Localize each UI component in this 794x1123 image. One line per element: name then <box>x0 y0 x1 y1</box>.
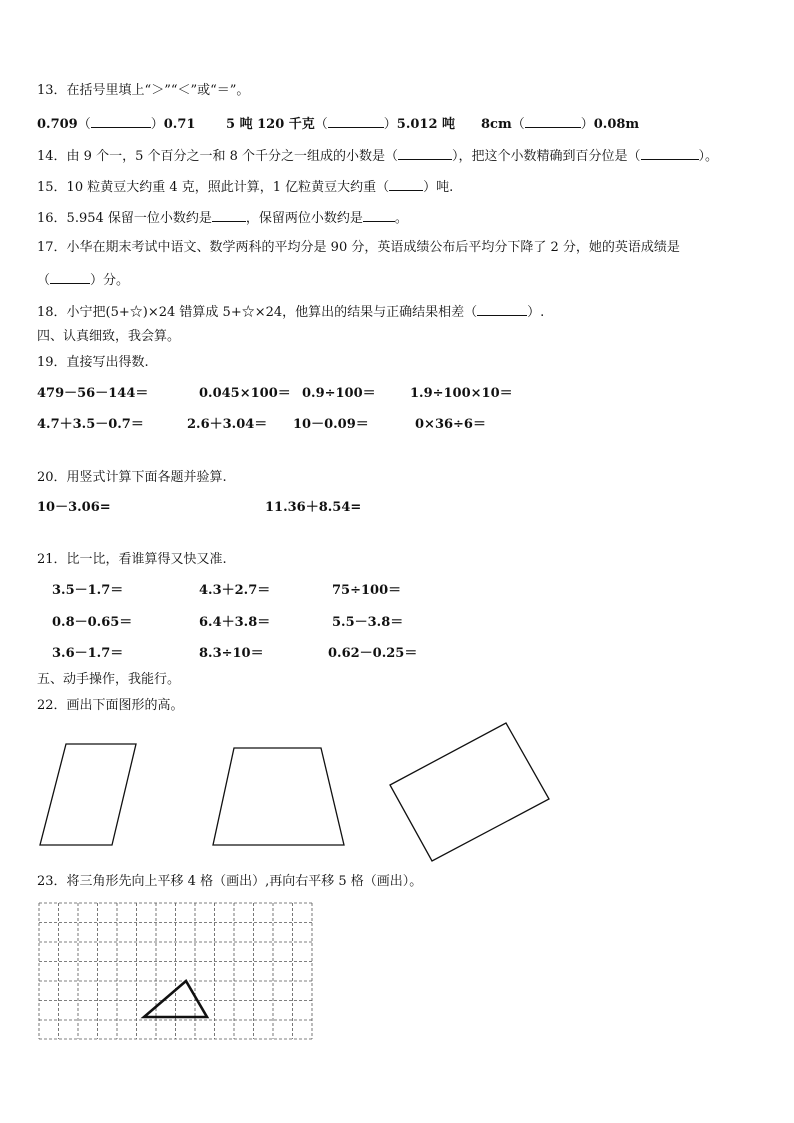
trapezoid-shape[interactable] <box>213 748 344 845</box>
q19-title: 19．直接写出得数. <box>37 355 149 370</box>
q21-expr: 75÷100＝ <box>332 583 402 598</box>
q15-answer-blank[interactable] <box>389 178 423 191</box>
q18-text-2: ）. <box>527 305 545 320</box>
q13-item-1-left: 0.709 <box>37 117 78 132</box>
rotated-rectangle-shape[interactable] <box>390 723 549 861</box>
q21-expr: 3.5－1.7＝ <box>52 583 124 598</box>
q14-answer-blank-1[interactable] <box>398 147 452 160</box>
parallelogram-shape[interactable] <box>40 744 136 845</box>
q13-item-1-right: 0.71 <box>163 117 196 132</box>
q17-line-1: 17．小华在期末考试中语文、数学两科的平均分是 90 分，英语成绩公布后平均分下降了 2 分，她的英语成绩是 <box>37 240 680 255</box>
q14-text-3: ）。 <box>698 149 719 164</box>
q13-answer-blank-1[interactable] <box>91 115 151 128</box>
q16-text-2: ，保留两位小数约是 <box>245 211 363 226</box>
q13-item-2-right: 5.012 吨 <box>396 117 456 132</box>
q13-answer-blank-2[interactable] <box>328 115 384 128</box>
q13-item-2-left: 5 吨 120 千克 <box>226 117 315 132</box>
q17-answer-blank[interactable] <box>50 271 90 284</box>
q15-text-2: ）吨. <box>423 180 454 195</box>
q13-item-3-right: 0.08m <box>593 117 640 132</box>
q21-expr: 6.4＋3.8＝ <box>199 615 271 630</box>
q21-expr: 4.3＋2.7＝ <box>199 583 271 598</box>
q19-expr: 1.9÷100×10＝ <box>410 386 513 401</box>
q14-text-1: 14．由 9 个一，5 个百分之一和 8 个千分之一组成的小数是（ <box>37 149 399 164</box>
q17-line-2 <box>37 271 129 289</box>
q15 <box>37 178 453 196</box>
q21-expr: 8.3÷10＝ <box>199 646 264 661</box>
q16-text-3: 。 <box>394 211 408 226</box>
q20-title: 20．用竖式计算下面各题并验算. <box>37 470 227 485</box>
q22-title: 22．画出下面图形的高。 <box>37 698 184 713</box>
q13-item-1: 0.709（ ）0.71 <box>37 117 196 132</box>
q21-expr: 3.6－1.7＝ <box>52 646 124 661</box>
q16-text-1: 16．5.954 保留一位小数约是 <box>37 211 212 226</box>
q16-answer-blank-1[interactable] <box>212 209 246 222</box>
q14 <box>37 147 718 165</box>
q17-open-paren: （ <box>37 273 51 288</box>
q21-expr: 0.8－0.65＝ <box>52 615 133 630</box>
q18 <box>37 303 544 321</box>
q17-close-text: ）分。 <box>90 273 130 288</box>
q13-item-2: 5 吨 120 千克（ ）5.012 吨 <box>226 117 456 132</box>
q14-answer-blank-2[interactable] <box>641 147 699 160</box>
q19-expr: 10－0.09＝ <box>293 417 369 432</box>
q13-title: 13．在括号里填上“＞”“＜”或“＝”。 <box>37 83 250 98</box>
q13-item-3: 8cm（ ）0.08m <box>481 117 640 132</box>
q13-answer-blank-3[interactable] <box>525 115 581 128</box>
q18-text-1: 18．小宁把(5+☆)×24 错算成 5+☆×24，他算出的结果与正确结果相差（ <box>37 305 478 320</box>
q16-answer-blank-2[interactable] <box>363 209 395 222</box>
section-5-heading: 五、动手操作，我能行。 <box>37 672 181 687</box>
q19-expr: 2.6＋3.04＝ <box>187 417 268 432</box>
q15-text-1: 15．10 粒黄豆大约重 4 克，照此计算，1 亿粒黄豆大约重（ <box>37 180 390 195</box>
q13-item-3-left: 8cm <box>481 117 512 132</box>
q14-text-2: ），把这个小数精确到百分位是（ <box>452 149 641 164</box>
q19-expr: 0.045×100＝ <box>199 386 291 401</box>
q19-expr: 479－56－144＝ <box>37 386 149 401</box>
dashed-grid[interactable] <box>39 903 312 1039</box>
q18-answer-blank[interactable] <box>477 303 527 316</box>
section-4-heading: 四、认真细致，我会算。 <box>37 329 181 344</box>
q16 <box>37 209 408 227</box>
q20-expr: 11.36＋8.54= <box>265 500 362 515</box>
q19-expr: 0.9÷100＝ <box>302 386 376 401</box>
q19-expr: 0×36÷6＝ <box>415 417 486 432</box>
q22-shapes <box>0 715 794 875</box>
q21-expr: 5.5－3.8＝ <box>332 615 404 630</box>
q19-expr: 4.7＋3.5－0.7＝ <box>37 417 144 432</box>
q21-expr: 0.62－0.25＝ <box>328 646 418 661</box>
q20-expr: 10－3.06= <box>37 500 111 515</box>
q21-title: 21．比一比，看谁算得又快又准. <box>37 552 227 567</box>
q23-title: 23．将三角形先向上平移 4 格（画出）,再向右平移 5 格（画出）。 <box>37 874 423 889</box>
q23-grid-figure <box>30 895 320 1045</box>
